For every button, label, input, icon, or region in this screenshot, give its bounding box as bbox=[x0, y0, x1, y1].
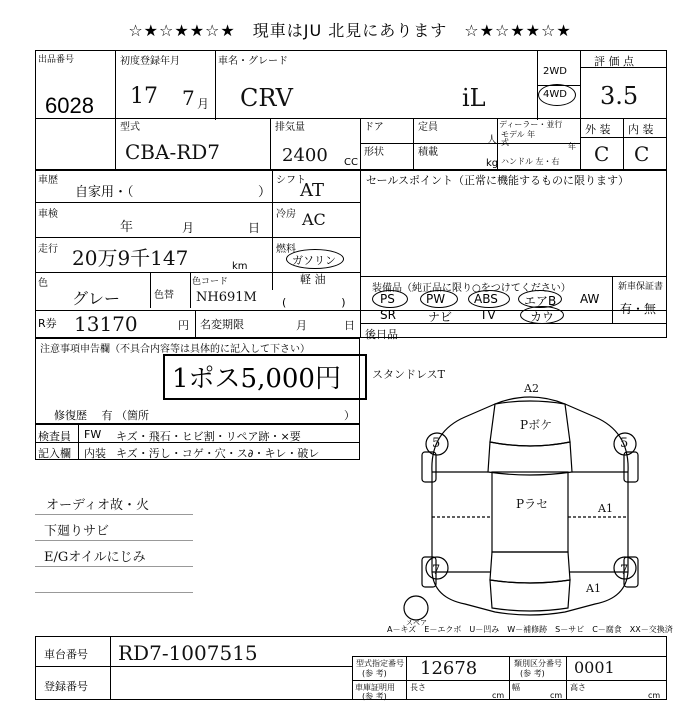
fw-label: FW bbox=[84, 428, 102, 441]
mark-tire-5-left: 5 bbox=[432, 436, 441, 451]
mileage-value: 20万9千147 bbox=[72, 246, 189, 270]
score-value: 3.5 bbox=[600, 82, 639, 110]
mark-pboke: Pボケ bbox=[520, 418, 553, 432]
equip-kawa: カウ bbox=[530, 310, 555, 324]
color-value: グレー bbox=[72, 289, 121, 308]
int-items: キズ・汚し・コゲ・穴・ス∂・キレ・破レ bbox=[116, 447, 320, 460]
damage-legend: A－キズ E－エクボ U－凹み W－補修跡 S－サビ C－腐食 XX－交換済 bbox=[387, 625, 673, 634]
spare-label: スペア bbox=[406, 619, 427, 627]
shift-label: シフト bbox=[276, 175, 306, 186]
inspection-year: 年 bbox=[120, 220, 134, 235]
fw-items: キズ・飛石・ヒビ割・リペア跡・×要 bbox=[116, 430, 301, 443]
width-cm: cm bbox=[550, 691, 563, 700]
gasoline-circle bbox=[286, 249, 344, 269]
repair-close: ） bbox=[344, 409, 355, 422]
km-label: km bbox=[232, 261, 248, 272]
lot-number: 6028 bbox=[45, 93, 94, 118]
inspection-month-label: 月 bbox=[182, 221, 195, 235]
equip-sr: SR bbox=[380, 308, 396, 322]
handle-label: ハンドル 左・右 bbox=[501, 157, 560, 166]
equip-pw: PW bbox=[426, 292, 446, 306]
equipment-label: 装備品（純正品に限り○をつけてください） bbox=[372, 283, 571, 294]
fourwd-label: 4WD bbox=[543, 89, 567, 100]
model-value: CBA-RD7 bbox=[125, 140, 221, 164]
model-spec-ref: (参 考) bbox=[362, 669, 387, 678]
dealer-label: ディーラー・並行 bbox=[499, 120, 563, 129]
equip-navi: ナビ bbox=[428, 310, 453, 324]
inspection-label: 車検 bbox=[38, 209, 58, 220]
mark-tire-7-right: 7 bbox=[620, 563, 629, 578]
mark-tire-5-right: 5 bbox=[620, 436, 629, 451]
length-cm: cm bbox=[492, 691, 505, 700]
inspection-day-label: 日 bbox=[248, 221, 261, 235]
displacement-value: 2400 bbox=[282, 145, 328, 166]
gasoline-label: ガソリン bbox=[292, 254, 336, 267]
capacity-label: 定員 bbox=[418, 122, 438, 133]
displacement-label: 排気量 bbox=[275, 122, 305, 133]
history-close: ） bbox=[258, 185, 272, 200]
year-suffix: 年 bbox=[568, 142, 576, 151]
name-period-label: 名変期限 bbox=[200, 318, 244, 331]
equip-aw: AW bbox=[580, 292, 600, 306]
fuel-label: 燃料 bbox=[276, 244, 296, 255]
first-reg-label: 初度登録年月 bbox=[120, 56, 180, 67]
color-code-value: NH691M bbox=[196, 290, 257, 305]
shift-value: AT bbox=[300, 180, 325, 201]
history-label: 車歴 bbox=[38, 175, 58, 186]
model-year-label: モデル 年式 bbox=[501, 130, 536, 147]
note-line-3: E/Gオイルにじみ bbox=[44, 550, 146, 565]
first-reg-month-unit: 月 bbox=[197, 97, 210, 111]
reg-no-label: 登録番号 bbox=[44, 680, 88, 693]
note-line-2: 下廻りサビ bbox=[44, 524, 110, 539]
diesel-label: 軽 油 bbox=[300, 273, 326, 286]
twowd-label: 2WD bbox=[543, 66, 567, 77]
mark-tire-7-left: 7 bbox=[432, 563, 441, 578]
score-label: 評 価 点 bbox=[594, 55, 634, 68]
length-label: 長さ bbox=[410, 683, 426, 692]
first-reg-year: 17 bbox=[130, 84, 158, 109]
height-label: 高さ bbox=[570, 683, 586, 692]
equip-airbag: エアB bbox=[524, 294, 557, 308]
category-value: 0001 bbox=[574, 658, 615, 677]
person-label: 人 bbox=[487, 135, 497, 146]
model-spec-label: 型式指定番号 bbox=[356, 659, 404, 668]
color-change-label: 色替 bbox=[154, 290, 174, 301]
load-label: 積載 bbox=[418, 147, 438, 158]
mileage-label: 走行 bbox=[38, 244, 58, 255]
equip-ps: PS bbox=[380, 292, 395, 306]
int-label: 内装 bbox=[84, 447, 106, 460]
category-ref: (参 考) bbox=[520, 669, 545, 678]
chassis-no-label: 車台番号 bbox=[44, 648, 88, 661]
model-spec-value: 12678 bbox=[420, 658, 478, 679]
record-label: 記入欄 bbox=[38, 447, 71, 460]
name-period-month: 月 bbox=[296, 319, 307, 332]
category-label: 類別区分番号 bbox=[514, 659, 562, 668]
color-label: 色 bbox=[38, 278, 48, 289]
sales-point-label: セールスポイント（正常に機能するものに限ります） bbox=[366, 174, 630, 187]
exterior-value: C bbox=[594, 142, 610, 166]
cc-label: CC bbox=[344, 157, 358, 168]
equip-tv: TV bbox=[480, 308, 496, 322]
banner: ☆★☆★★☆★ 現車はJU 北見にあります ☆★☆★★☆★ bbox=[128, 21, 572, 40]
repair-label: 修復歴 有 （箇所 bbox=[54, 409, 149, 422]
stand-note: スタンドレスT bbox=[372, 368, 446, 381]
height-cm: cm bbox=[648, 691, 661, 700]
car-name-value: CRV bbox=[240, 84, 293, 112]
shape-label: 形状 bbox=[364, 147, 384, 158]
history-value: 自家用・（ bbox=[75, 185, 134, 200]
notes-title: 注意事項申告欄（不具合内容等は具体的に記入して下さい） bbox=[40, 344, 310, 355]
interior-label: 内 装 bbox=[628, 123, 654, 136]
door-label: ドア bbox=[364, 122, 384, 133]
width-label: 幅 bbox=[512, 683, 520, 692]
first-reg-month: 7 bbox=[182, 86, 195, 110]
exterior-label: 外 装 bbox=[585, 123, 611, 136]
note-line-1: オーディオ故・火 bbox=[46, 498, 149, 513]
mark-prase: Pラセ bbox=[516, 497, 549, 511]
cooler-label: 冷房 bbox=[276, 209, 296, 220]
fourwd-circle bbox=[538, 84, 576, 106]
mark-a1-rear: A1 bbox=[586, 582, 601, 595]
mark-a2: A2 bbox=[524, 382, 539, 395]
cooler-value: AC bbox=[302, 210, 326, 229]
color-no-label: 色コード bbox=[192, 277, 229, 287]
new-warranty-label: 新車保証書 bbox=[618, 282, 664, 292]
reg-cert-ref: (参 考) bbox=[362, 692, 387, 701]
yen-label: 円 bbox=[178, 319, 189, 332]
interior-value: C bbox=[634, 142, 650, 166]
lot-label: 出品番号 bbox=[38, 55, 75, 65]
price-value: 1ポス5,000円 bbox=[172, 364, 341, 394]
warranty-value: 有・無 bbox=[620, 302, 657, 316]
rear-seat-label: 後日品 bbox=[365, 328, 398, 341]
recycle-value: 13170 bbox=[74, 312, 138, 336]
equip-abs: ABS bbox=[474, 292, 498, 306]
chassis-no-value: RD7-1007515 bbox=[118, 641, 258, 665]
kg-label: kg bbox=[486, 158, 499, 169]
grade-value: iL bbox=[462, 84, 486, 112]
model-label: 型式 bbox=[120, 122, 140, 133]
recycle-label: R券 bbox=[38, 317, 57, 330]
name-period-day: 日 bbox=[344, 319, 355, 332]
mark-a1-side: A1 bbox=[598, 502, 613, 515]
inspector-label: 検査員 bbox=[38, 430, 71, 443]
car-name-label: 車名・グレード bbox=[218, 56, 288, 67]
reg-cert-label: 車庫証明用 bbox=[355, 683, 395, 692]
